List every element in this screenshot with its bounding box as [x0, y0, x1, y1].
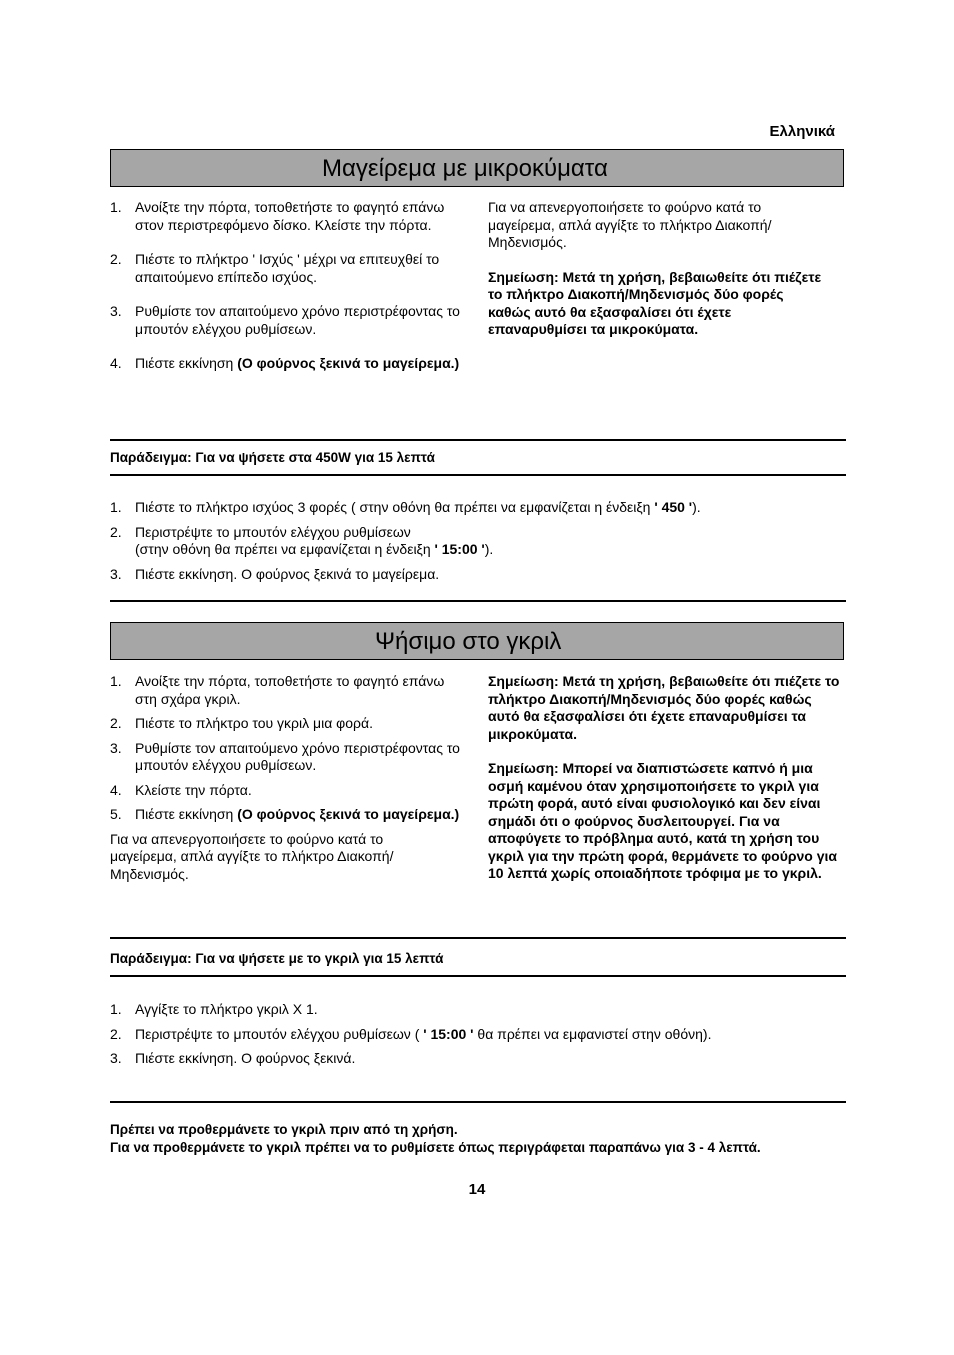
step-text: Ανοίξτε την πόρτα, τοποθετήστε το φαγητό επάνω στον περιστρεφόμενο δίσκο. Κλείστε την πόρτα. — [135, 199, 445, 233]
example1-steps — [110, 499, 846, 583]
list-item — [110, 782, 470, 800]
step-number: 1. — [110, 1001, 122, 1017]
grill-steps-column — [110, 673, 470, 883]
step-text: Πιέστε το πλήκτρο ' Ισχύς ' μέχρι να επιτευχθεί το απαιτούμενο επίπεδο ισχύος. — [135, 251, 440, 285]
display-value: ' 15:00 ' — [423, 1025, 474, 1042]
step-number: 3. — [110, 303, 122, 319]
step-text: θα πρέπει να εμφανιστεί στην οθόνη). — [473, 1025, 712, 1042]
step-number: 4. — [110, 781, 122, 798]
note-text: Σημείωση: Μπορεί να διαπιστώσετε καπνό ή μια οσμή καμένου όταν χρησιμοποιήσετε το γκριλ για πρώτη φορά, αυτό είναι φυσιολογικό και δεν είναι σημάδι ότι ο φούρνος δυσλειτουργεί. Για να αποφύγετε το πρόβλημα αυτό, κατά τη χρήση του γκριλ για την πρώτη φορά, θερμάνετε το φούρνο για 10 λεπτά χωρίς οποιαδήποτε τρόφιμα με το γκριλ. — [488, 760, 838, 881]
step-number: 4. — [110, 355, 122, 371]
divider — [110, 975, 846, 977]
step-text: Ρυθμίστε τον απαιτούμενο χρόνο περιστρέφοντας το μπουτόν ελέγχου ρυθμίσεων. — [135, 739, 460, 773]
step-text: Πιέστε εκκίνηση — [135, 355, 238, 371]
step-number: 2. — [110, 523, 122, 540]
step-number: 3. — [110, 1050, 122, 1066]
example-title: Παράδειγμα: Για να ψήσετε με το γκριλ για 15 λεπτά — [110, 951, 444, 966]
divider — [110, 600, 846, 602]
divider — [110, 937, 846, 939]
step-text: Πιέστε εκκίνηση — [135, 806, 238, 822]
list-item — [110, 251, 470, 286]
step-text: ). — [484, 541, 494, 557]
step-text: (στην οθόνη θα πρέπει να εμφανίζεται η ένδειξη — [135, 541, 435, 557]
section-title: Ψήσιμο στο γκριλ — [375, 628, 562, 655]
step-number: 3. — [110, 739, 122, 756]
list-item — [110, 715, 470, 733]
divider — [110, 474, 846, 476]
step-bold-text: (Ο φούρνος ξεκινά το μαγείρεμα.) — [237, 806, 460, 822]
step-number: 2. — [110, 1025, 122, 1042]
step-text: Πιέστε το πλήκτρο του γκριλ μια φορά. — [135, 715, 373, 731]
step-number: 3. — [110, 565, 122, 582]
list-item — [110, 524, 846, 559]
example2-steps — [110, 1001, 846, 1068]
grill-notes-column — [488, 673, 846, 883]
example-title: Παράδειγμα: Για να ψήσετε στα 450W για 15 λεπτά — [110, 450, 435, 465]
step-number: 1. — [110, 673, 122, 689]
step-number: 5. — [110, 806, 122, 822]
display-value: ' 450 ' — [654, 499, 693, 515]
section-title: Μαγείρεμα με μικροκύματα — [322, 155, 608, 182]
example-steps-list — [110, 499, 846, 583]
preheat-line: Πρέπει να προθερμάνετε το γκριλ πριν από τη χρήση. — [110, 1122, 458, 1137]
list-item — [110, 303, 470, 338]
list-item — [110, 1026, 846, 1044]
step-text: Ρυθμίστε τον απαιτούμενο χρόνο περιστρέφοντας το μπουτόν ελέγχου ρυθμίσεων. — [135, 303, 460, 337]
step-text: Κλείστε την πόρτα. — [135, 781, 252, 798]
list-item — [110, 1050, 846, 1068]
list-item — [110, 499, 846, 517]
list-item — [110, 1001, 846, 1019]
step-text: Ανοίξτε την πόρτα, τοποθετήστε το φαγητό επάνω στη σχάρα γκριλ. — [135, 673, 445, 707]
list-item — [110, 673, 470, 708]
list-item — [110, 199, 470, 234]
list-item — [110, 740, 470, 775]
step-number: 1. — [110, 499, 122, 515]
preheat-line: Για να προθερμάνετε το γκριλ πρέπει να το ρυθμίσετε όπως περιγράφεται παραπάνω για 3 - 4 λεπτά. — [110, 1139, 761, 1155]
list-item — [110, 806, 470, 824]
preheat-note — [110, 1121, 850, 1156]
note-text: Σημείωση: Μετά τη χρήση, βεβαιωθείτε ότι πιέζετε το πλήκτρο Διακοπή/Μηδενισμός δύο φορές καθώς αυτό θα εξασφαλίσει ότι έχετε επαναρυθμίσει τα μικροκύματα. — [488, 673, 840, 742]
section-header-grill — [110, 622, 844, 660]
list-item — [110, 355, 470, 373]
step-number: 1. — [110, 199, 122, 215]
language-label: Ελληνικά — [769, 123, 835, 140]
step-text: Πιέστε εκκίνηση. Ο φούρνος ξεκινά. — [135, 1050, 356, 1066]
list-item — [110, 566, 846, 584]
step-text: Πιέστε εκκίνηση. Ο φούρνος ξεκινά το μαγείρεμα. — [135, 565, 440, 582]
page-number: 14 — [468, 1181, 486, 1198]
microwave-notes-column — [488, 199, 828, 339]
step-bold-text: (Ο φούρνος ξεκινά το μαγείρεμα.) — [237, 355, 460, 371]
step-text: ). — [692, 499, 701, 515]
step-text: Περιστρέψτε το μπουτόν ελέγχου ρυθμίσεων — [135, 523, 411, 540]
step-text: Περιστρέψτε το μπουτόν ελέγχου ρυθμίσεων ( — [135, 1025, 424, 1042]
display-value: ' 15:00 ' — [434, 541, 485, 557]
divider — [110, 1101, 846, 1103]
microwave-steps-list — [110, 199, 470, 373]
example-steps-list — [110, 1001, 846, 1068]
step-number: 2. — [110, 251, 122, 267]
step-number: 2. — [110, 715, 122, 731]
note-text: Σημείωση: Μετά τη χρήση, βεβαιωθείτε ότι πιέζετε το πλήκτρο Διακοπή/Μηδενισμός δύο φορές καθώς αυτό θα εξασφαλίσει ότι έχετε επαναρυθμίσει τα μικροκύματα. — [488, 268, 822, 337]
microwave-steps-column — [110, 199, 470, 373]
grill-steps-list — [110, 673, 470, 824]
step-text: Πιέστε το πλήκτρο ισχύος 3 φορές ( στην οθόνη θα πρέπει να εμφανίζεται η ένδειξη — [135, 499, 655, 515]
step-text: Αγγίξτε το πλήκτρο γκριλ X 1. — [135, 1001, 318, 1017]
section-header-microwave — [110, 149, 844, 187]
cancel-instruction: Για να απενεργοποιήσετε το φούρνο κατά το μαγείρεμα, απλά αγγίξτε το πλήκτρο Διακοπή/Μηδενισμός. — [488, 199, 772, 250]
divider — [110, 439, 846, 441]
cancel-instruction: Για να απενεργοποιήσετε το φούρνο κατά το μαγείρεμα, απλά αγγίξτε το πλήκτρο Διακοπή/Μηδενισμός. — [110, 830, 394, 882]
